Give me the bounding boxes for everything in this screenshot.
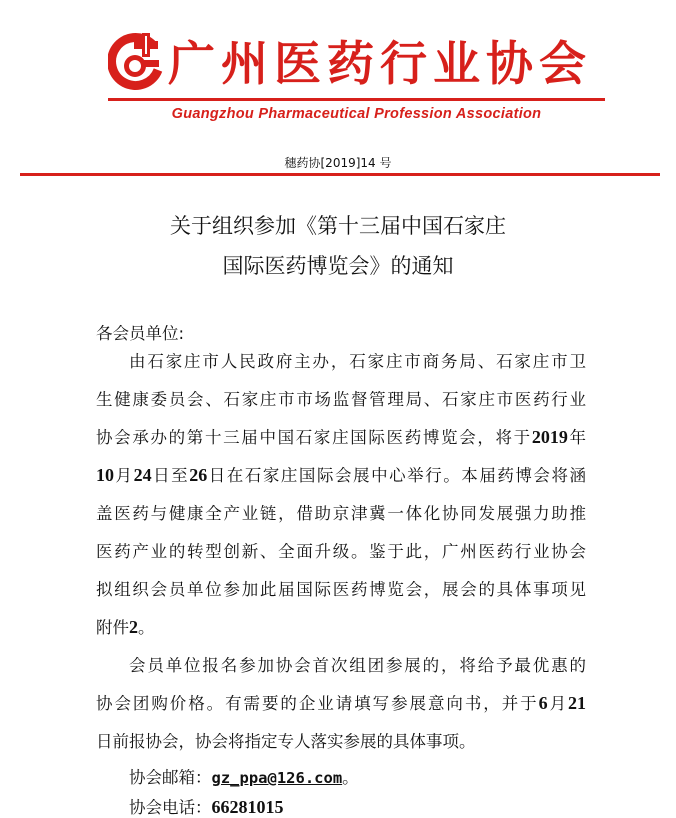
title-line-2: 国际医药博览会》的通知 xyxy=(222,254,454,278)
para1-line-2: 生健康委员会、石家庄市市场监督管理局、石家庄市医药行业 xyxy=(96,390,586,409)
doc-number: 穗药协[2019]14 号 xyxy=(284,156,392,170)
para2-line-2: 协会团购价格。有需要的企业请填写参展意向书，并于6月21 xyxy=(96,693,587,713)
para1-line-3: 协会承办的第十三届中国石家庄国际医药博览会，将于2019年 xyxy=(96,427,587,447)
org-name-cn: 广州医药行业协会 xyxy=(168,37,592,92)
contact-phone: 协会电话：66281015 xyxy=(129,797,284,817)
salutation: 各会员单位: xyxy=(96,324,185,343)
para2-line-3: 日前报协会，协会将指定专人落实参展的具体事项。 xyxy=(96,732,476,751)
para1-line-5: 盖医药与健康全产业链，借助京津冀一体化协同发展强力助推 xyxy=(96,504,586,523)
para1-line-8: 附件2。 xyxy=(96,617,155,637)
para1-line-4: 10月24日至26日在石家庄国际会展中心举行。本届药博会将涵 xyxy=(96,465,587,485)
para2-line-1: 会员单位报名参加协会首次组团参展的，将给予最优惠的 xyxy=(129,656,586,675)
header-rule xyxy=(20,173,660,176)
red-cross-g-logo xyxy=(108,30,168,92)
para1-line-7: 拟组织会员单位参加此届国际医药博览会，展会的具体事项见 xyxy=(96,580,586,599)
para1-line-1: 由石家庄市人民政府主办，石家庄市商务局、石家庄市卫 xyxy=(129,352,586,371)
org-name-en: Guangzhou Pharmaceutical Profession Association xyxy=(171,106,542,122)
email-link[interactable]: gz_ppa@126.com xyxy=(211,769,343,787)
contact-email: 协会邮箱：gz_ppa@126.com。 xyxy=(129,768,359,787)
title-line-1: 关于组织参加《第十三届中国石家庄 xyxy=(170,214,506,238)
phone-number: 66281015 xyxy=(211,797,284,817)
para1-line-6: 医药产业的转型创新、全面升级。鉴于此，广州医药行业协会 xyxy=(96,542,586,561)
letterhead-rule xyxy=(108,98,605,101)
